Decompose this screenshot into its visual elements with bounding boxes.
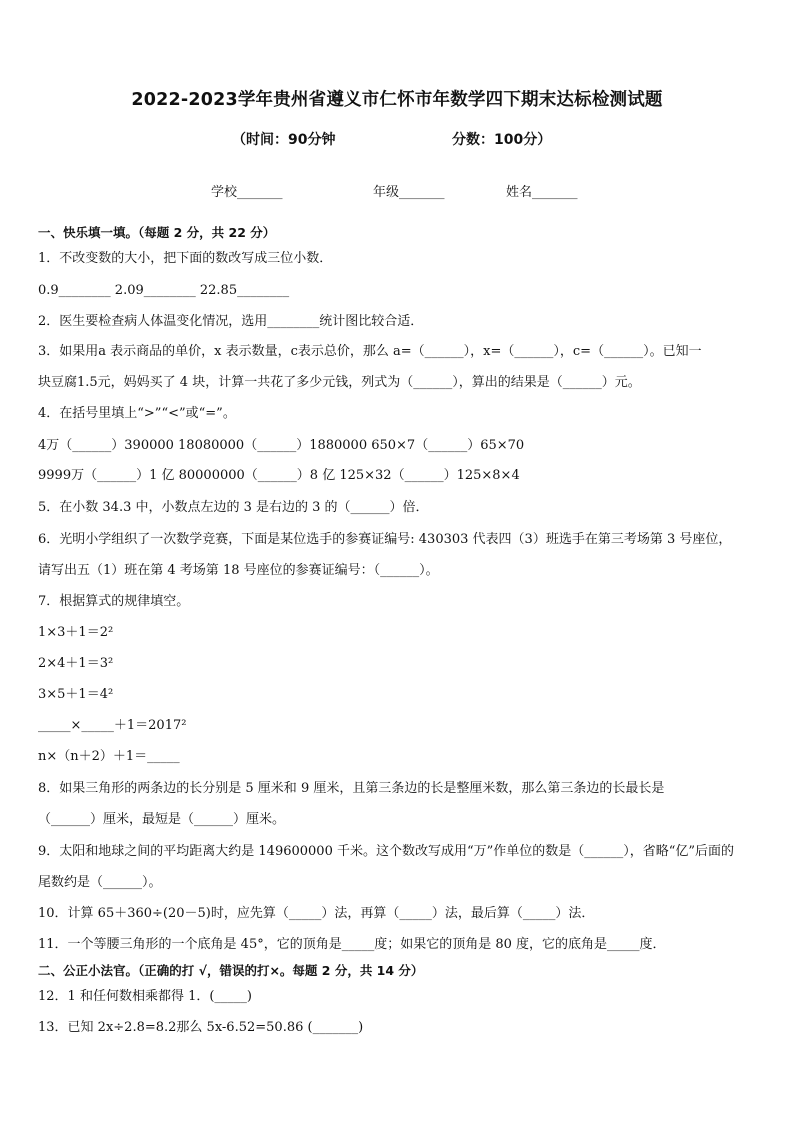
formula-line: n×（n＋2）＋1＝_____ — [38, 749, 180, 764]
question-line: 5．在小数 34.3 中，小数点左边的 3 是右边的 3 的（______）倍． — [38, 500, 429, 515]
exam-time: （时间：90分钟 — [232, 132, 336, 148]
page-title: 2022-2023学年贵州省遵义市仁怀市年数学四下期末达标检测试题 — [131, 90, 663, 110]
school-field: 学校_______ — [211, 185, 283, 200]
grade-field: 年级_______ — [373, 185, 445, 200]
question-line: 2．医生要检查病人体温变化情况，选用________统计图比较合适． — [38, 314, 424, 329]
question-line: 4万（______）390000 18080000（______）1880000 650×7（______）65×70 — [38, 438, 525, 453]
formula-line: 2×4＋1＝3² — [38, 656, 114, 671]
question-line: 12．1 和任何数相乘都得 1．(_____) — [38, 989, 252, 1004]
formula-line: 1×3＋1＝2² — [38, 625, 114, 640]
section-heading: 二、公正小法官。（正确的打 √，错误的打×。每题 2 分，共 14 分） — [38, 963, 424, 978]
question-line: 0.9________ 2.09________ 22.85________ — [38, 283, 290, 298]
question-line: 9．太阳和地球之间的平均距离大约是 149600000 千米。这个数改写成用“万”作单位的数是（______），省略“亿”后面的 — [38, 844, 735, 859]
section-heading: 一、快乐填一填。（每题 2 分，共 22 分） — [38, 225, 276, 240]
question-line: 3．如果用a 表示商品的单价，x 表示数量，c表示总价，那么 a=（______），x=（______），c=（______）。已知一 — [38, 344, 702, 359]
question-line: 请写出五（1）班在第 4 考场第 18 号座位的参赛证编号：（______）。 — [38, 563, 439, 578]
question-line: 6．光明小学组织了一次数学竞赛，下面是某位选手的参赛证编号: 430303 代表四（3）班选手在第三考场第 3 号座位， — [38, 532, 732, 547]
exam-score: 分数：100分） — [452, 132, 552, 148]
question-line: 7．根据算式的规律填空。 — [38, 594, 190, 609]
formula-line: _____×_____＋1＝2017² — [38, 718, 187, 733]
question-line: （______）厘米，最短是（______）厘米。 — [38, 812, 286, 827]
question-line: 1．不改变数的大小，把下面的数改写成三位小数． — [38, 251, 333, 266]
question-line: 9999万（______）1 亿 80000000（______）8 亿 125×32（______）125×8×4 — [38, 468, 520, 483]
question-line: 块豆腐1.5元，妈妈买了 4 块，计算一共花了多少元钱，列式为（______），算出的结果是（______）元。 — [38, 375, 641, 390]
formula-line: 3×5＋1＝4² — [38, 687, 114, 702]
question-line: 11．一个等腰三角形的一个底角是 45°，它的顶角是_____度；如果它的顶角是 80 度，它的底角是_____度． — [38, 937, 666, 952]
question-line: 4．在括号里填上“>”“<”或“=”。 — [38, 406, 236, 421]
question-line: 尾数约是（______）。 — [38, 875, 162, 890]
question-line: 13．已知 2x÷2.8=8.2那么 5x-6.52=50.86 (_______) — [38, 1020, 364, 1035]
question-line: 10．计算 65＋360÷(20－5)时，应先算（_____）法，再算（_____）法，最后算（_____）法． — [38, 906, 595, 921]
name-field: 姓名_______ — [506, 185, 578, 200]
question-line: 8．如果三角形的两条边的长分别是 5 厘米和 9 厘米，且第三条边的长是整厘米数，那么第三条边的长最长是 — [38, 781, 665, 796]
